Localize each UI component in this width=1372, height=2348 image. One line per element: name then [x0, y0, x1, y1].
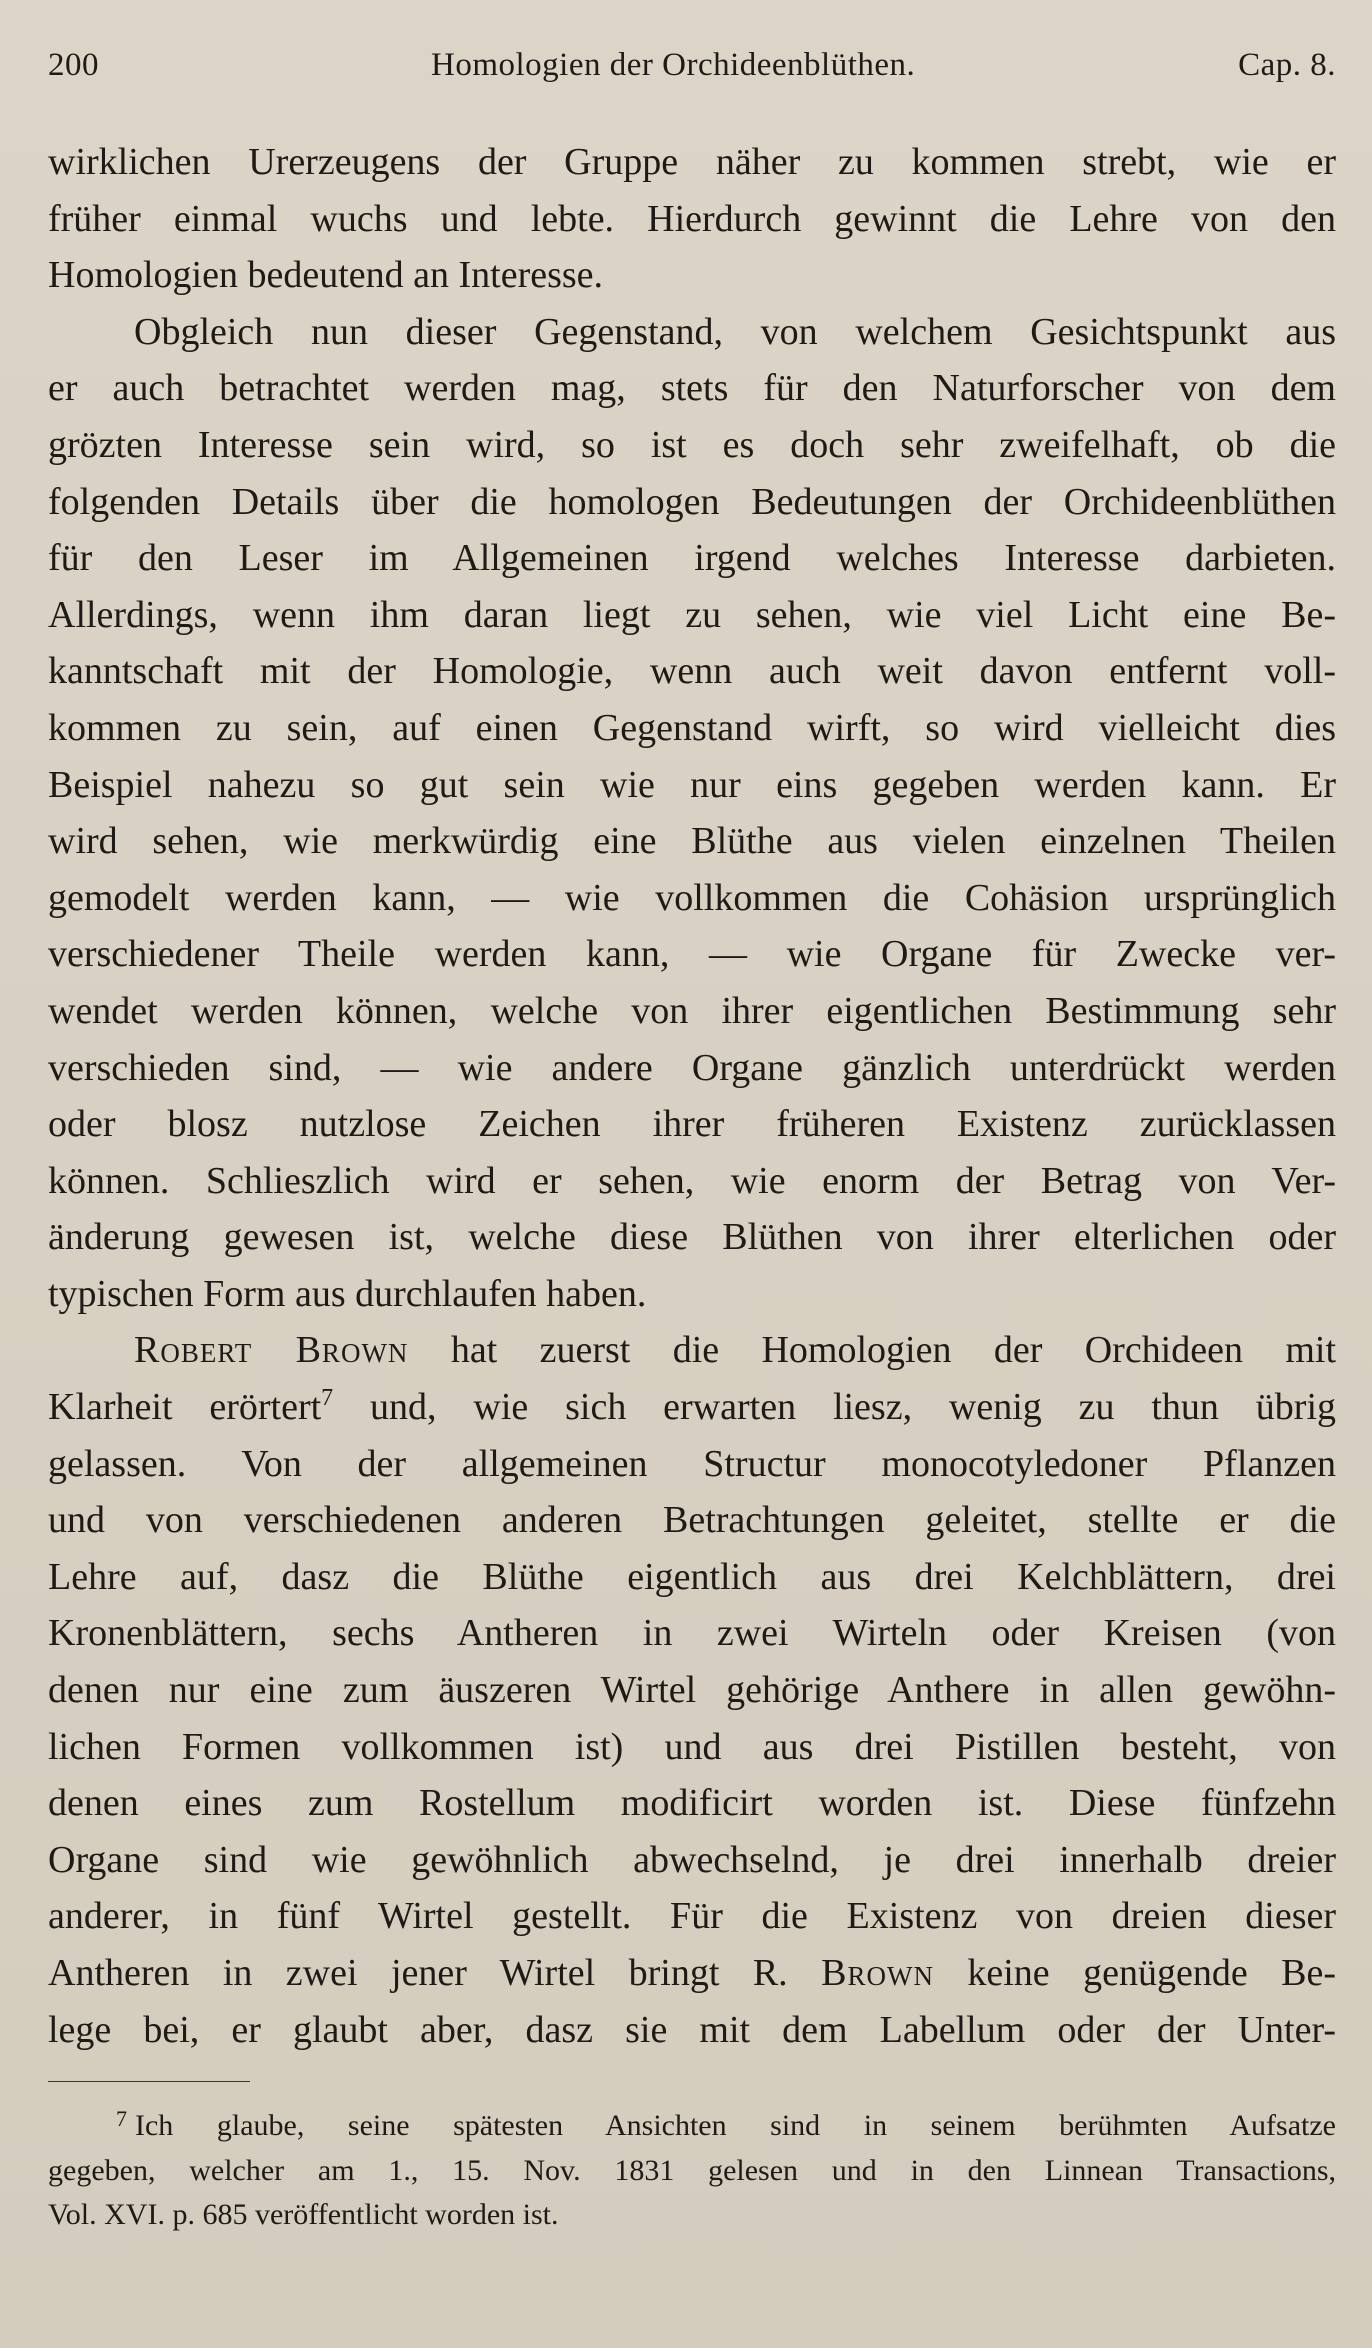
text-fragment: keine genügende Be- — [933, 1952, 1336, 1994]
text-line: verschiedener Theile werden kann, — wie Organe für Zwecke ver- — [48, 933, 1336, 976]
text-line: Allerdings, wenn ihm daran liegt zu sehen, wie viel Licht eine Be- — [48, 593, 1336, 636]
text-line: gemodelt werden kann, — wie vollkommen die Cohäsion ursprünglich — [48, 876, 1336, 919]
text-line: und von verschiedenen anderen Betrachtungen geleitet, stellte er die — [48, 1499, 1336, 1542]
text-line: Homologien bedeutend an Interesse. — [48, 254, 604, 297]
text-line: kommen zu sein, auf einen Gegenstand wirft, so wird vielleicht dies — [48, 706, 1336, 749]
text-line — [48, 1945, 1336, 2002]
text-line: folgenden Details über die homologen Bedeutungen der Orchideenblüthen — [48, 480, 1336, 523]
text-line: oder blosz nutzlose Zeichen ihrer früheren Existenz zurücklassen — [48, 1103, 1336, 1146]
text-line: Obgleich nun dieser Gegenstand, von welchem Gesichtspunkt aus — [134, 310, 1336, 353]
footnote-text: Ich glaube, seine spätesten Ansichten sind in seinem berühmten Aufsatze — [135, 2109, 1336, 2142]
text-line: grözten Interesse sein wird, so ist es doch sehr zweifelhaft, ob die — [48, 423, 1336, 466]
text-line: für den Leser im Allgemeinen irgend welches Interesse darbieten. — [48, 537, 1336, 580]
text-line: wirklichen Urerzeugens der Gruppe näher zu kommen strebt, wie er — [48, 141, 1336, 183]
text-line: Beispiel nahezu so gut sein wie nur eins gegeben werden kann. Er — [48, 763, 1336, 806]
text-line: Organe sind wie gewöhnlich abwechselnd, je drei innerhalb dreier — [48, 1838, 1336, 1881]
text-line: lichen Formen vollkommen ist) und aus drei Pistillen besteht, von — [48, 1725, 1336, 1768]
author-name: Brown — [821, 1952, 934, 1994]
text-line: können. Schlieszlich wird er sehen, wie enorm der Betrag von Ver- — [48, 1159, 1336, 1202]
footnote-reference: 7 — [321, 1385, 334, 1412]
text-line: denen eines zum Rostellum modificirt worden ist. Diese fünfzehn — [48, 1782, 1336, 1825]
text-line: anderer, in fünf Wirtel gestellt. Für die Existenz von dreien dieser — [48, 1895, 1336, 1938]
text-line — [48, 1322, 1336, 1379]
footnote-mark: 7 — [116, 2106, 127, 2131]
text-line: typischen Form aus durchlaufen haben. — [48, 1272, 647, 1315]
text-fragment: Klarheit erörtert — [48, 1386, 322, 1429]
text-line: denen nur eine zum äuszeren Wirtel gehörige Anthere in allen gewöhn- — [48, 1669, 1336, 1712]
text-line: wendet werden können, welche von ihrer eigentlichen Bestimmung sehr — [48, 989, 1336, 1032]
running-head — [48, 42, 1336, 88]
running-title: Homologien der Orchideenblüthen. — [431, 47, 916, 83]
footnote-line — [48, 2104, 1336, 2149]
text-line: Kronenblättern, sechs Antheren in zwei Wirteln oder Kreisen (von — [48, 1612, 1336, 1655]
text-line: lege bei, er glaubt aber, dasz sie mit dem Labellum oder der Unter- — [48, 2008, 1336, 2051]
author-name: Robert Brown — [134, 1329, 409, 1372]
footnote-line: gegeben, welcher am 1., 15. Nov. 1831 gelesen und in den Linnean Transactions, — [48, 2153, 1336, 2187]
body-text — [48, 134, 1336, 2058]
text-fragment: hat zuerst die Homologien der Orchideen mit — [450, 1329, 1337, 1372]
text-fragment: Antheren in zwei jener Wirtel bringt R. — [48, 1952, 788, 1994]
chapter-label: Cap. 8. — [1238, 47, 1336, 83]
text-line: gelassen. Von der allgemeinen Structur monocotyledoner Pflanzen — [48, 1442, 1336, 1485]
footnote — [48, 2104, 1336, 2238]
text-line: änderung gewesen ist, welche diese Blüthen von ihrer elterlichen oder — [48, 1216, 1336, 1259]
text-line: kanntschaft mit der Homologie, wenn auch weit davon entfernt voll- — [48, 650, 1336, 693]
text-line: Lehre auf, dasz die Blüthe eigentlich aus drei Kelchblättern, drei — [48, 1555, 1336, 1598]
footnote-line: Vol. XVI. p. 685 veröffentlicht worden ist. — [48, 2198, 559, 2231]
text-line: früher einmal wuchs und lebte. Hierdurch gewinnt die Lehre von den — [48, 197, 1336, 240]
text-line: wird sehen, wie merkwürdig eine Blüthe aus vielen einzelnen Theilen — [48, 820, 1336, 863]
text-line — [48, 1379, 1336, 1436]
page-number: 200 — [48, 47, 99, 83]
text-line: verschieden sind, — wie andere Organe gänzlich unterdrückt werden — [48, 1046, 1336, 1089]
text-line: er auch betrachtet werden mag, stets für den Naturforscher von dem — [48, 367, 1336, 410]
footnote-divider — [48, 2081, 250, 2082]
text-fragment: und, wie sich erwarten liesz, wenig zu thun übrig — [333, 1386, 1337, 1429]
